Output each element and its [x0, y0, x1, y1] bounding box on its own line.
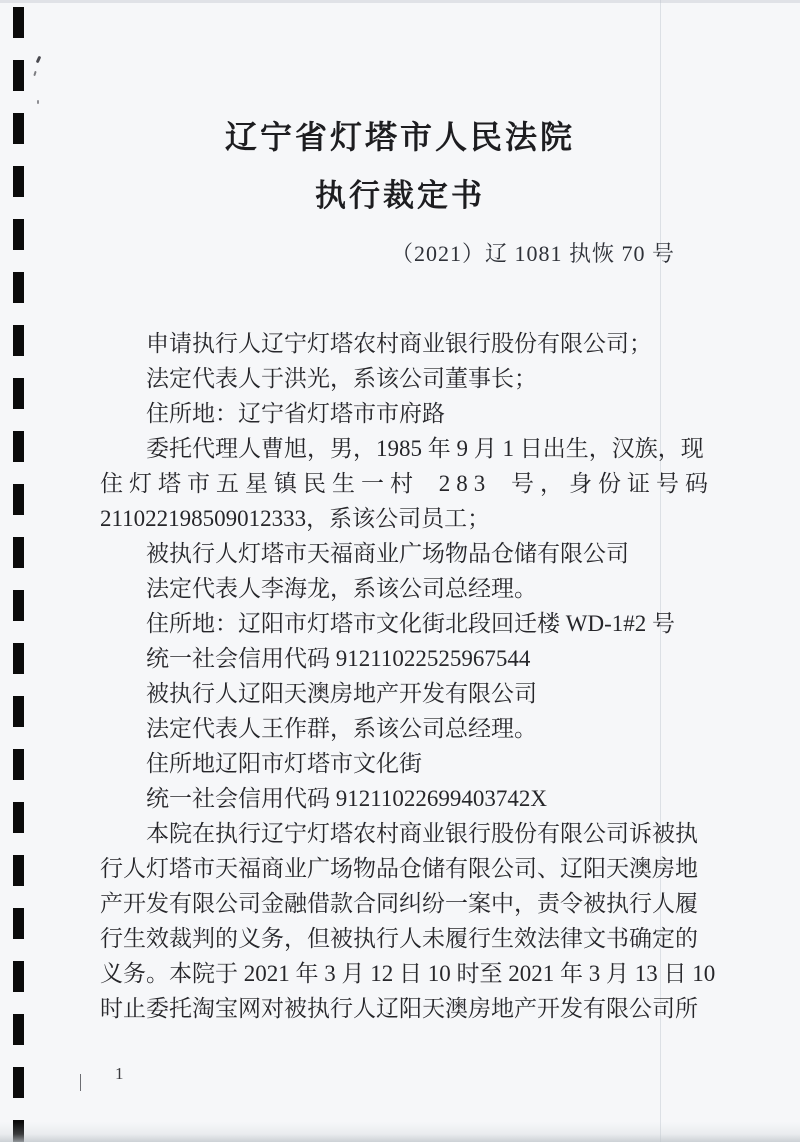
document-line: 211022198509012333，系该公司员工；	[100, 506, 491, 531]
document-line: 本院在执行辽宁灯塔农村商业银行股份有限公司诉被执	[146, 821, 698, 846]
scan-artifact	[36, 56, 42, 64]
document-line: 法定代表人李海龙，系该公司总经理。	[146, 576, 537, 601]
document-line: 被执行人辽阳天澳房地产开发有限公司	[146, 681, 537, 706]
document-body	[100, 326, 716, 1026]
document-line: 申请执行人辽宁灯塔农村商业银行股份有限公司；	[146, 331, 652, 356]
document-line: 住所地：辽阳市灯塔市文化街北段回迁楼 WD-1#2 号	[146, 611, 675, 636]
scan-bottom-edge	[0, 1122, 800, 1142]
document-line: 法定代表人王作群，系该公司总经理。	[146, 716, 537, 741]
document-title: 执行裁定书	[315, 178, 485, 213]
document-line: 住所地：辽宁省灯塔市市府路	[146, 401, 445, 426]
document-line: 时止委托淘宝网对被执行人辽阳天澳房地产开发有限公司所	[100, 996, 698, 1021]
document-line: 统一社会信用代码 91211022525967544	[146, 646, 531, 671]
document-line: 产开发有限公司金融借款合同纠纷一案中，责令被执行人履	[100, 891, 698, 916]
page-number: 1	[115, 1064, 124, 1083]
scan-artifact	[33, 71, 36, 76]
document-line: 行生效裁判的义务，但被执行人未履行生效法律文书确定的	[100, 926, 698, 951]
case-number: （2021）辽 1081 执恢 70 号	[390, 241, 675, 266]
document-line: 行人灯塔市天福商业广场物品仓储有限公司、辽阳天澳房地	[100, 856, 698, 881]
scan-top-edge	[0, 0, 800, 3]
document-line: 被执行人灯塔市天福商业广场物品仓储有限公司	[146, 541, 629, 566]
document-line: 委托代理人曹旭，男，1985 年 9 月 1 日出生，汉族，现	[146, 436, 704, 461]
document-line: 义务。本院于 2021 年 3 月 12 日 10 时至 2021 年 3 月 13 日 10	[100, 961, 716, 986]
scan-artifact	[37, 100, 39, 104]
court-name: 辽宁省灯塔市人民法院	[224, 119, 575, 155]
document-line: 统一社会信用代码 91211022699403742X	[146, 786, 548, 811]
document-line: 住所地辽阳市灯塔市文化街	[146, 751, 422, 776]
scan-artifact	[80, 1074, 81, 1091]
document-line: 住灯塔市五星镇民生一村 283 号，身份证号码	[100, 471, 714, 496]
document-line: 法定代表人于洪光，系该公司董事长；	[146, 366, 537, 391]
